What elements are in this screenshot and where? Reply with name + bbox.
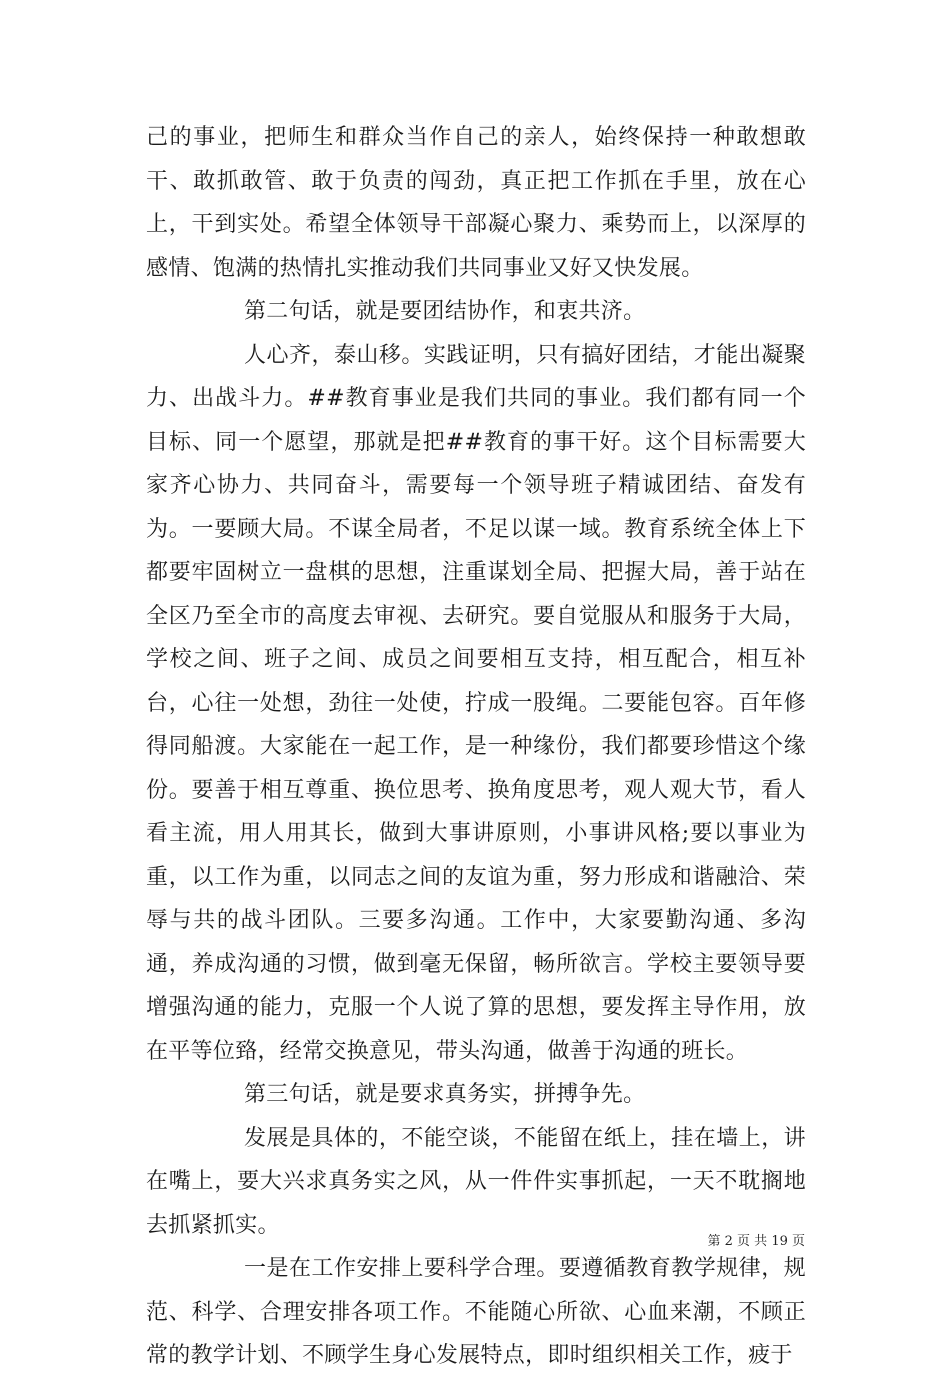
paragraph-5: 发展是具体的，不能空谈，不能留在纸上，挂在墙上，讲在嘴上，要大兴求真务实之风，从一件件实事抓起，一天不耽搁地去抓紧抓实。 [146,1125,806,1238]
document-body [146,116,806,1378]
paragraph-6: 一是在工作安排上要科学合理。要遵循教育教学规律，规范、科学、合理安排各项工作。不能随心所欲、心血来潮，不顾正常的教学计划、不顾学生身心发展特点，即时组织相关工作，疲于 [146,1256,806,1368]
page-number-footer: 第 2 页 共 19 页 [707,1234,805,1249]
paragraph-3: 人心齐，泰山移。实践证明，只有搞好团结，才能出凝聚力、出战斗力。##教育事业是我们共同的事业。我们都有同一个目标、同一个愿望，那就是把##教育的事干好。这个目标需要大家齐心协力、共同奋斗，需要每一个领导班子精诚团结、奋发有为。一要顾大局。不谋全局者，不足以谋一域。教育系统全体上下都要牢固树立一盘棋的思想，注重谋划全局、把握大局，善于站在全区乃至全市的高度去审视、去研究。要自觉服从和服务于大局，学校之间、班子之间、成员之间要相互支持，相互配合，相互补台，心往一处想，劲往一处使，拧成一股绳。二要能包容。百年修得同船渡。大家能在一起工作，是一种缘份，我们都要珍惜这个缘份。要善于相互尊重、换位思考、换角度思考，观人观大节，看人看主流，用人用其长，做到大事讲原则，小事讲风格;要以事业为重，以工作为重，以同志之间的友谊为重，努力形成和谐融洽、荣辱与共的战斗团队。三要多沟通。工作中，大家要勤沟通、多沟通，养成沟通的习惯，做到毫无保留，畅所欲言。学校主要领导要增强沟通的能力，克服一个人说了算的思想，要发挥主导作用，放在平等位臵，经常交换意见，带头沟通，做善于沟通的班长。 [146,342,806,1064]
paragraph-1: 己的事业，把师生和群众当作自己的亲人，始终保持一种敢想敢干、敢抓敢管、敢于负责的闯劲，真正把工作抓在手里，放在心上，干到实处。希望全体领导干部凝心聚力、乘势而上，以深厚的感情、饱满的热情扎实推动我们共同事业又好又快发展。 [146,125,806,281]
paragraph-4-heading: 第三句话，就是要求真务实，拼搏争先。 [244,1082,646,1107]
paragraph-2-heading: 第二句话，就是要团结协作，和衷共济。 [244,299,646,324]
